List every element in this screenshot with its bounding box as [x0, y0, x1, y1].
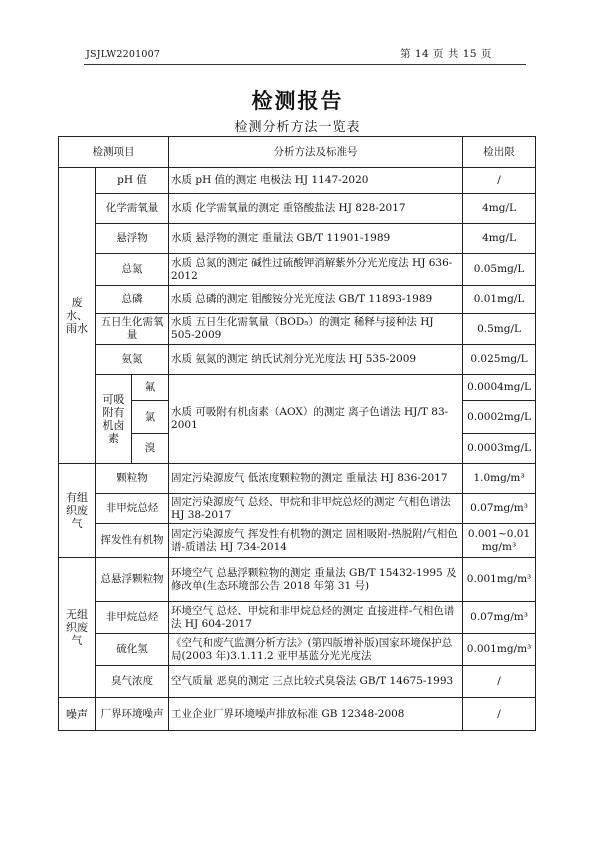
table-row	[59, 345, 536, 375]
item-cell: 溴	[132, 434, 169, 464]
item-cell: 悬浮物	[96, 224, 169, 254]
method-table	[58, 136, 536, 731]
limit-cell: 4mg/L	[463, 194, 536, 224]
limit-cell: 0.0004mg/L	[463, 375, 536, 401]
method-cell: 水质 总氮的测定 碱性过硫酸钾消解紫外分光光度法 HJ 636-2012	[169, 254, 463, 286]
aox-group-label: 可吸附有机卤素	[96, 375, 132, 464]
item-cell: 氟	[132, 375, 169, 401]
table-row	[59, 375, 536, 401]
limit-cell: 0.001~0.01 mg/m³	[463, 524, 536, 558]
table-row	[59, 558, 536, 602]
method-cell: 工业企业厂界环境噪声排放标准 GB 12348-2008	[169, 698, 463, 731]
limit-cell: 0.07mg/m³	[463, 494, 536, 524]
category-water: 废水、雨水	[59, 168, 96, 464]
method-cell: 环境空气 总悬浮颗粒物的测定 重量法 GB/T 15432-1995 及修改单(生态环境部公告 2018 年第 31 号)	[169, 558, 463, 602]
method-cell: 环境空气 总烃、甲烷和非甲烷总烃的测定 直接进样-气相色谱法 HJ 604-2017	[169, 602, 463, 634]
method-cell: 空气质量 恶臭的测定 三点比较式臭袋法 GB/T 14675-1993	[169, 666, 463, 698]
table-row	[59, 314, 536, 345]
method-cell: 水质 氨氮的测定 纳氏试剂分光光度法 HJ 535-2009	[169, 345, 463, 375]
table-subtitle: 检测分析方法一览表	[234, 120, 361, 135]
limit-cell: 0.5mg/L	[463, 314, 536, 345]
table-row	[59, 224, 536, 254]
limit-cell: 0.001mg/m³	[463, 634, 536, 666]
col-header-limit: 检出限	[463, 137, 536, 168]
table-header-row	[59, 137, 536, 168]
table-row	[59, 494, 536, 524]
method-cell: 水质 化学需氧量的测定 重铬酸盐法 HJ 828-2017	[169, 194, 463, 224]
report-code: JSJLW2201007	[86, 49, 161, 60]
item-cell: 氨氮	[96, 345, 169, 375]
table-row	[59, 194, 536, 224]
item-cell: 总悬浮颗粒物	[96, 558, 169, 602]
limit-cell: 0.01mg/L	[463, 286, 536, 314]
item-cell: 总氮	[96, 254, 169, 286]
col-header-method: 分析方法及标准号	[169, 137, 463, 168]
item-cell: 五日生化需氧量	[96, 314, 169, 345]
table-row	[59, 464, 536, 494]
limit-cell: 0.025mg/L	[463, 345, 536, 375]
header-divider	[84, 64, 526, 65]
table-row	[59, 634, 536, 666]
method-cell: 固定污染源废气 挥发性有机物的测定 固相吸附-热脱附/气相色谱-质谱法 HJ 734-2014	[169, 524, 463, 558]
item-cell: 非甲烷总烃	[96, 494, 169, 524]
col-header-item: 检测项目	[59, 137, 169, 168]
item-cell: 化学需氧量	[96, 194, 169, 224]
item-cell: 厂界环境噪声	[96, 698, 169, 731]
method-cell: 固定污染源废气 低浓度颗粒物的测定 重量法 HJ 836-2017	[169, 464, 463, 494]
method-cell: 水质 可吸附有机卤素（AOX）的测定 离子色谱法 HJ/T 83-2001	[169, 375, 463, 464]
method-cell: 水质 总磷的测定 钼酸铵分光光度法 GB/T 11893-1989	[169, 286, 463, 314]
limit-cell: /	[463, 666, 536, 698]
limit-cell: 0.0003mg/L	[463, 434, 536, 464]
item-cell: 臭气浓度	[96, 666, 169, 698]
limit-cell: 1.0mg/m³	[463, 464, 536, 494]
category-inorganic: 无组织废气	[59, 558, 96, 698]
item-cell: pH 值	[96, 168, 169, 194]
limit-cell: 0.0002mg/L	[463, 401, 536, 434]
table-row	[59, 168, 536, 194]
category-organic: 有组织废气	[59, 464, 96, 558]
item-cell: 挥发性有机物	[96, 524, 169, 558]
limit-cell: /	[463, 168, 536, 194]
page-info: 第 14 页 共 15 页	[400, 48, 492, 60]
category-noise: 噪声	[59, 698, 96, 731]
table-row	[59, 698, 536, 731]
limit-cell: 4mg/L	[463, 224, 536, 254]
limit-cell: 0.07mg/m³	[463, 602, 536, 634]
table-row	[59, 666, 536, 698]
report-title: 检测报告	[251, 89, 344, 113]
table-row	[59, 602, 536, 634]
table-row	[59, 254, 536, 286]
method-cell: 水质 pH 值的测定 电极法 HJ 1147-2020	[169, 168, 463, 194]
method-cell: 水质 五日生化需氧量（BOD₅）的测定 稀释与接种法 HJ 505-2009	[169, 314, 463, 345]
method-cell: 固定污染源废气 总烃、甲烷和非甲烷总烃的测定 气相色谱法 HJ 38-2017	[169, 494, 463, 524]
limit-cell: 0.001mg/m³	[463, 558, 536, 602]
method-cell: 水质 悬浮物的测定 重量法 GB/T 11901-1989	[169, 224, 463, 254]
table-row	[59, 524, 536, 558]
table-row	[59, 286, 536, 314]
limit-cell: /	[463, 698, 536, 731]
limit-cell: 0.05mg/L	[463, 254, 536, 286]
item-cell: 硫化氢	[96, 634, 169, 666]
item-cell: 颗粒物	[96, 464, 169, 494]
method-cell: 《空气和废气监测分析方法》(第四版增补版)国家环境保护总局(2003 年)3.1.11.2 亚甲基蓝分光光度法	[169, 634, 463, 666]
item-cell: 非甲烷总烃	[96, 602, 169, 634]
item-cell: 氯	[132, 401, 169, 434]
item-cell: 总磷	[96, 286, 169, 314]
